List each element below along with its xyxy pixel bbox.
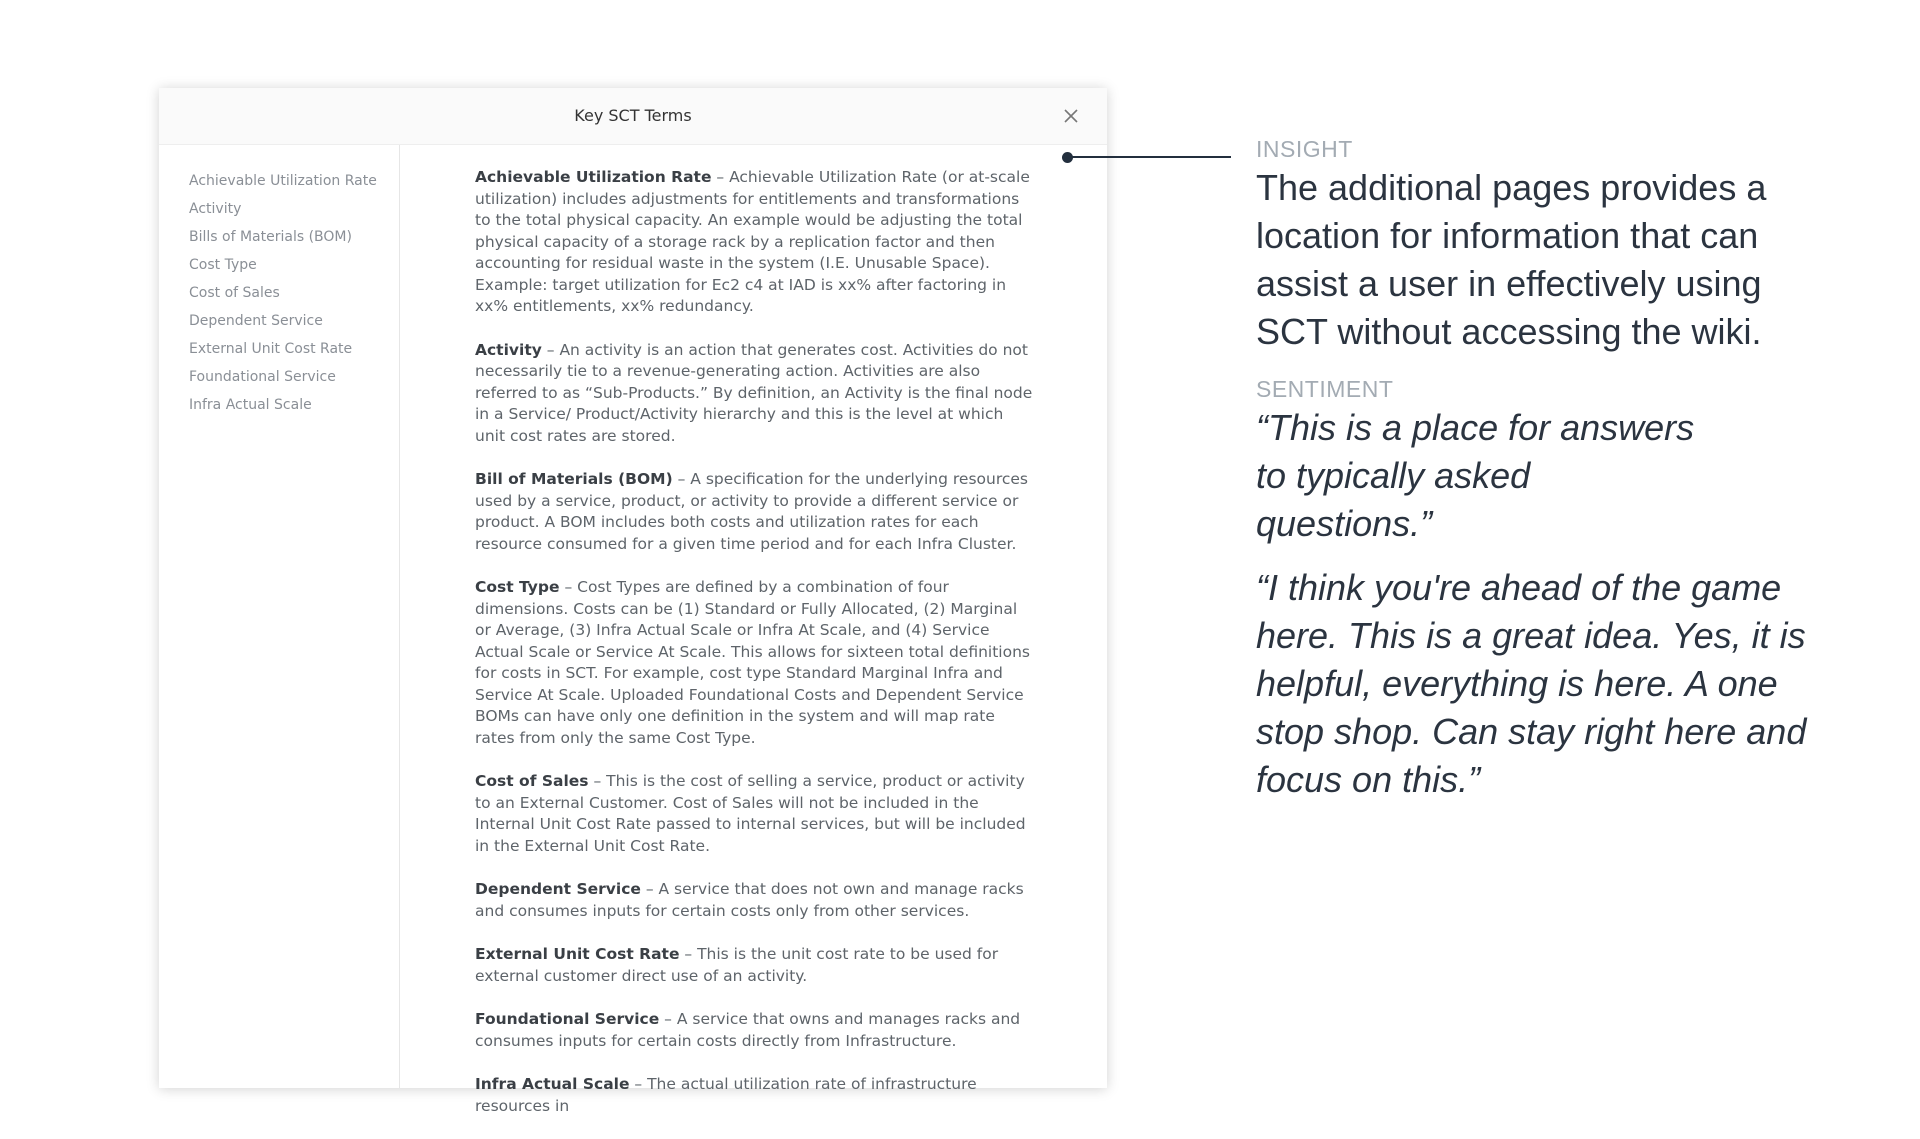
term-definition: – This is the cost of selling a service, product or activity to an External Customer. Cost of Sales will not be included in the Internal Unit Cost Rate passed to internal services, but will be included in the External Unit Cost Rate.	[475, 772, 1026, 855]
sidebar-item-cost-of-sales[interactable]: Cost of Sales	[189, 285, 280, 301]
term-definition: – Achievable Utilization Rate (or at-scale utilization) includes adjustments for entitlements and transformations to the total physical capacity. An example would be adjusting the total physical capacity of a storage rack by a replication factor and then accounting for residual waste in the system (I.E. Unusable Space). Example: target utilization for Ec2 c4 at IAD is xx% after factoring in xx% entitlements, xx% redundancy.	[475, 168, 1030, 315]
modal-header	[159, 88, 1107, 145]
key-terms-modal	[159, 88, 1107, 1115]
sentiment-quote: “I think you're ahead of the game here. This is a great idea. Yes, it is helpful, everything is here. A one stop shop. Can stay right here and focus on this.”	[1256, 567, 1807, 800]
term-name: Cost Type	[475, 578, 560, 596]
term-definition: – This is the unit cost rate to be used for external customer direct use of an activity.	[475, 945, 999, 985]
term-name: Foundational Service	[475, 1010, 660, 1028]
modal-title: Key SCT Terms	[574, 106, 692, 125]
term-entry	[475, 577, 1035, 749]
term-name: External Unit Cost Rate	[475, 945, 680, 963]
term-entry	[475, 469, 1035, 555]
term-name: Achievable Utilization Rate	[475, 168, 712, 186]
insight-label: INSIGHT	[1256, 136, 1353, 162]
sidebar-item-bills-of-materials[interactable]: Bills of Materials (BOM)	[189, 229, 352, 245]
term-entry	[475, 879, 1035, 922]
term-entry	[475, 944, 1035, 987]
sidebar-item-activity[interactable]: Activity	[189, 201, 242, 217]
sidebar-item-infra-actual-scale[interactable]: Infra Actual Scale	[189, 397, 312, 413]
connector-line	[1067, 156, 1231, 158]
sidebar-item-achievable-utilization-rate[interactable]: Achievable Utilization Rate	[189, 173, 377, 189]
term-definition: – A service that does not own and manage racks and consumes inputs for certain costs only from other services.	[475, 880, 1024, 920]
term-entry	[475, 167, 1035, 318]
close-icon[interactable]	[1059, 104, 1083, 128]
term-definition: – Cost Types are defined by a combination of four dimensions. Costs can be (1) Standard or Fully Allocated, (2) Marginal or Average, (3) Infra Actual Scale or Infra At Scale, and (4) Service Actual Scale or Service At Scale. This allows for sixteen total definitions for costs in SCT. For example, cost type Standard Marginal Infra and Service At Scale. Uploaded Foundational Costs and Dependent Service BOMs can have only one definition in the system and will map rate rates from only the same Cost Type.	[475, 578, 1030, 747]
sentiment-label: SENTIMENT	[1256, 376, 1394, 402]
term-name: Infra Actual Scale	[475, 1075, 630, 1093]
annotation-panel	[1256, 134, 1816, 804]
term-name: Activity	[475, 340, 542, 359]
terms-content	[475, 167, 1035, 1139]
term-entry	[475, 340, 1035, 448]
modal-body	[159, 145, 1107, 1115]
terms-sidebar	[159, 145, 400, 1088]
term-name: Bill of Materials (BOM)	[475, 470, 673, 488]
sidebar-item-cost-type[interactable]: Cost Type	[189, 257, 257, 273]
term-definition: – An activity is an action that generates cost. Activities do not necessarily tie to a revenue-generating action. Activities are also referred to as “Sub-Products.” By definition, an Activity is the final node in a Service/ Product/Activity hierarchy and this is the level at which unit cost rates are stored.	[475, 340, 1033, 445]
sentiment-quote: “This is a place for answers to typically asked questions.”	[1256, 407, 1695, 544]
sidebar-item-foundational-service[interactable]: Foundational Service	[189, 369, 336, 385]
term-name: Cost of Sales	[475, 772, 589, 790]
term-entry	[475, 771, 1035, 857]
term-entry	[475, 1074, 1035, 1117]
sidebar-item-dependent-service[interactable]: Dependent Service	[189, 313, 323, 329]
insight-text: The additional pages provides a location for information that can assist a user in effectively using SCT without accessing the wiki.	[1256, 167, 1767, 352]
sidebar-item-external-unit-cost-rate[interactable]: External Unit Cost Rate	[189, 341, 353, 357]
term-entry	[475, 1009, 1035, 1052]
term-definition: – A service that owns and manages racks and consumes inputs for certain costs directly from Infrastructure.	[475, 1010, 1021, 1050]
term-definition: – The actual utilization rate of infrastructure resources in	[475, 1075, 977, 1115]
term-name: Dependent Service	[475, 880, 641, 898]
term-definition: – A specification for the underlying resources used by a service, product, or activity to provide a different service or product. A BOM includes both costs and utilization rates for each resource consumed for a given time period and for each Infra Cluster.	[475, 470, 1028, 553]
